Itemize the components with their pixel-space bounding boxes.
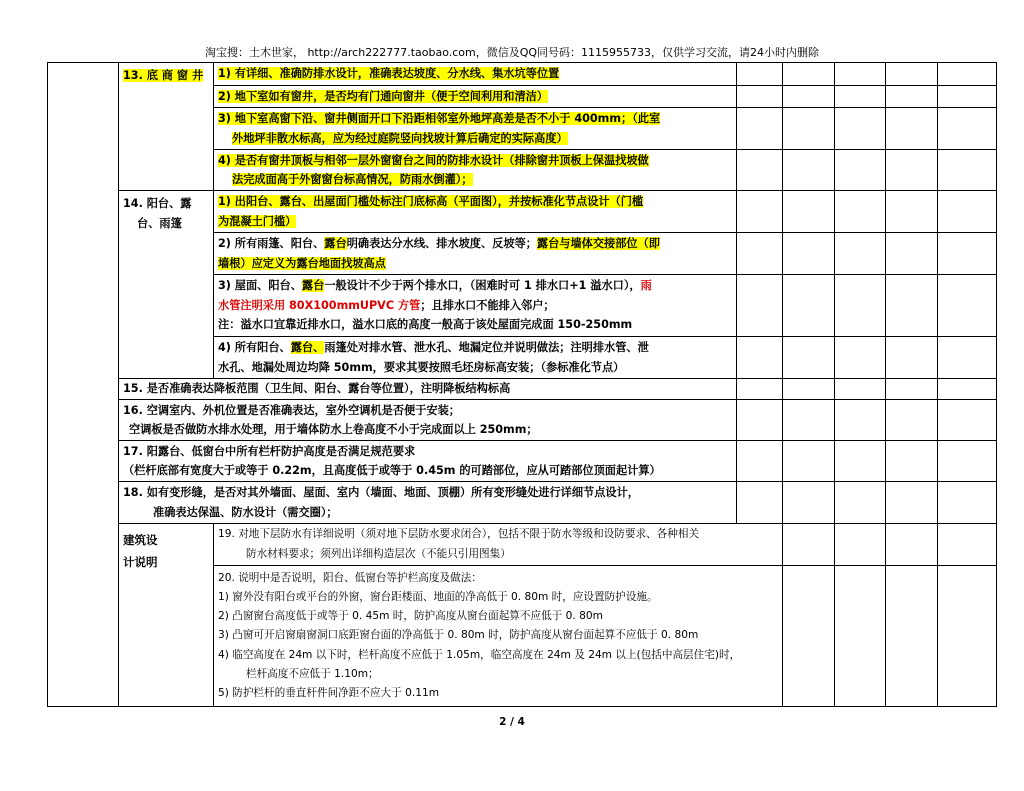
check-cell[interactable] <box>835 482 886 524</box>
item-text: 一般设计不少于两个排水口，（困难时可 1 排水口+1 溢水口）， <box>324 279 641 293</box>
section-title-text: 台、雨篷 <box>137 216 182 230</box>
item-text: 1) 有详细、准确防排水设计，准确表达坡度、分水线、集水坑等位置 <box>218 67 560 81</box>
check-cell[interactable] <box>886 441 938 482</box>
item-cell <box>214 233 737 275</box>
item-text: 为混凝土门槛） <box>218 214 297 228</box>
table-row <box>48 400 997 441</box>
check-cell[interactable] <box>737 379 783 400</box>
item-cell <box>214 191 737 233</box>
checklist-table <box>47 62 997 707</box>
check-cell[interactable] <box>886 524 938 566</box>
check-cell[interactable] <box>938 379 997 400</box>
check-cell[interactable] <box>886 337 938 379</box>
check-cell[interactable] <box>783 86 835 108</box>
table-row <box>48 482 997 524</box>
check-cell[interactable] <box>737 86 783 108</box>
check-cell[interactable] <box>783 379 835 400</box>
check-cell[interactable] <box>737 482 783 524</box>
check-cell[interactable] <box>783 63 835 86</box>
check-cell[interactable] <box>783 524 835 566</box>
check-cell[interactable] <box>938 150 997 191</box>
page-number: 2 / 4 <box>499 716 525 728</box>
category-cell-empty <box>48 63 119 707</box>
check-cell[interactable] <box>835 275 886 337</box>
check-cell[interactable] <box>938 337 997 379</box>
item-text: 准确表达保温、防水设计（需交圈）； <box>153 505 338 519</box>
check-cell[interactable] <box>938 524 997 566</box>
item-text-highlight: 露台 <box>324 237 347 250</box>
item-cell <box>119 441 737 482</box>
item-text: 防水材料要求；须列出详细构造层次（不能只引用图集） <box>246 547 511 560</box>
check-cell[interactable] <box>938 63 997 86</box>
item-cell <box>214 524 783 566</box>
check-cell[interactable] <box>886 63 938 86</box>
item-text: 4) 临空高度在 24m 以下时，栏杆高度不应低于 1.05m，临空高度在 24m 及 24m 以上(包括中高层住宅)时， <box>218 648 741 661</box>
item-cell <box>214 566 783 707</box>
check-cell[interactable] <box>737 191 783 233</box>
item-text: 5) 防护栏杆的垂直杆件间净距不应大于 0.11m <box>218 687 440 699</box>
check-cell[interactable] <box>835 191 886 233</box>
check-cell[interactable] <box>835 524 886 566</box>
item-text: 3) 屋面、阳台、 <box>218 279 302 293</box>
check-cell[interactable] <box>938 275 997 337</box>
check-cell[interactable] <box>737 233 783 275</box>
check-cell[interactable] <box>783 482 835 524</box>
item-text: 法完成面高于外窗窗台标高情况，防雨水倒灌）； <box>232 173 473 186</box>
item-text-red: 水管注明采用 80X100mmUPVC 方管 <box>218 298 421 312</box>
check-cell[interactable] <box>835 337 886 379</box>
section-title <box>119 191 214 379</box>
item-text: 1) 出阳台、露台、出屋面门槛处标注门底标高（平面图），并按标准化节点设计（门槛 <box>218 195 644 208</box>
item-cell <box>214 150 737 191</box>
item-cell <box>214 108 737 150</box>
item-text: 2) 所有雨篷、阳台、 <box>218 237 325 250</box>
check-cell[interactable] <box>886 275 938 337</box>
item-text: 3) 凸窗可开启窗扇窗洞口底距窗台面的净高低于 0. 80m 时，防护高度从窗台面起算不应低于 0. 80m <box>218 629 699 642</box>
item-text-highlight: 露台、 <box>290 341 325 354</box>
item-text-highlight: 露台 <box>301 279 325 293</box>
item-text: 雨篷处对排水管、泄水孔、地漏定位并说明做法；注明排水管、泄 <box>324 341 649 354</box>
check-cell[interactable] <box>783 400 835 441</box>
table-row <box>48 191 997 233</box>
check-cell[interactable] <box>886 400 938 441</box>
check-cell[interactable] <box>886 86 938 108</box>
item-note: 注：溢水口宜靠近排水口，溢水口底的高度一般高于该处屋面完成面 150-250mm <box>218 318 633 332</box>
check-cell[interactable] <box>737 150 783 191</box>
item-text: （栏杆底部有宽度大于或等于 0.22m，且高度低于或等于 0.45m 的可踏部位，应从可踏部位顶面起计算） <box>123 464 661 477</box>
check-cell[interactable] <box>938 86 997 108</box>
item-text-red: 雨 <box>640 279 652 293</box>
item-text: ；且排水口不能排入邻户； <box>420 298 555 312</box>
item-text: 4) 所有阳台、 <box>218 341 291 354</box>
table-row <box>48 379 997 400</box>
check-cell[interactable] <box>835 86 886 108</box>
item-text-highlight: 墙根）应定义为露台地面找坡高点 <box>218 256 386 270</box>
check-cell[interactable] <box>835 108 886 150</box>
item-text: 水孔、地漏处周边均降 50mm，要求其要按照毛坯房标高安装；（参标准化节点） <box>218 360 625 374</box>
item-cell: 15. 是否准确表达降板范围（卫生间、阳台、露台等位置），注明降板结构标高 <box>119 379 737 400</box>
item-text: 17. 阳露台、低窗台中所有栏杆防护高度是否满足规范要求 <box>123 444 416 458</box>
check-cell[interactable] <box>737 400 783 441</box>
item-text: 3) 地下室高窗下沿、窗井侧面开口下沿距相邻室外地坪高差是否不小于 400mm；（此室 <box>218 112 661 125</box>
check-cell[interactable] <box>737 337 783 379</box>
check-cell[interactable] <box>835 63 886 86</box>
item-text: 空调板是否做防水排水处理，用于墙体防水上卷高度不小于完成面以上 250mm； <box>129 423 538 436</box>
check-cell[interactable] <box>886 150 938 191</box>
check-cell[interactable] <box>886 191 938 233</box>
item-text: 18. 如有变形缝，是否对其外墙面、屋面、室内（墙面、地面、顶棚）所有变形缝处进行详细节点设计， <box>123 486 639 499</box>
check-cell[interactable] <box>938 482 997 524</box>
item-cell <box>119 400 737 441</box>
item-text: 2) 地下室如有窗井，是否均有门通向窗井（便于空间利用和清洁） <box>218 89 549 103</box>
check-cell[interactable] <box>835 150 886 191</box>
check-cell[interactable] <box>737 108 783 150</box>
item-text: 16. 空调室内、外机位置是否准确表达，室外空调机是否便于安装； <box>123 403 460 417</box>
item-cell <box>119 482 737 524</box>
item-cell <box>214 86 737 108</box>
item-text: 外地坪非散水标高，应为经过庭院竖向找坡计算后确定的实际高度） <box>232 131 568 145</box>
check-cell[interactable] <box>783 191 835 233</box>
check-cell[interactable] <box>886 566 938 707</box>
check-cell[interactable] <box>737 63 783 86</box>
check-cell[interactable] <box>783 150 835 191</box>
check-cell[interactable] <box>835 566 886 707</box>
check-cell[interactable] <box>886 108 938 150</box>
check-cell[interactable] <box>737 275 783 337</box>
check-cell[interactable] <box>835 400 886 441</box>
table-row <box>48 441 997 482</box>
item-text: 19. 对地下层防水有详细说明（须对地下层防水要求闭合），包括不限于防水等级和设防要求、各种相关 <box>218 528 700 541</box>
section-title-text: 14. 阳台、露 <box>123 197 192 210</box>
check-cell[interactable] <box>938 233 997 275</box>
check-cell[interactable] <box>938 108 997 150</box>
item-cell <box>214 337 737 379</box>
check-cell[interactable] <box>783 337 835 379</box>
check-cell[interactable] <box>835 379 886 400</box>
item-text: 明确表达分水线、排水坡度、反坡等； <box>346 237 537 250</box>
item-cell <box>214 275 737 337</box>
check-cell[interactable] <box>886 482 938 524</box>
item-text-highlight: 露台与墙体交接部位（即 <box>536 237 660 250</box>
check-cell[interactable] <box>783 108 835 150</box>
check-cell[interactable] <box>938 441 997 482</box>
category-cell <box>119 524 214 707</box>
check-cell[interactable] <box>737 441 783 482</box>
check-cell[interactable] <box>835 233 886 275</box>
item-text: 4) 是否有窗井顶板与相邻一层外窗窗台之间的防排水设计（排除窗井顶板上保温找坡做 <box>218 153 649 167</box>
item-text: 20. 说明中是否说明，阳台、低窗台等护栏高度及做法： <box>218 571 482 584</box>
item-text: 2) 凸窗窗台高度低于或等于 0. 45m 时，防护高度从窗台面起算不应低于 0. 80m <box>218 610 603 623</box>
check-cell[interactable] <box>886 379 938 400</box>
page-header-note: 淘宝搜：土木世家， http://arch222777.taobao.com，微信及QQ同号码：1115955733，仅供学习交流，请24小时内删除 <box>204 46 820 59</box>
item-text: 栏杆高度不应低于 1.10m； <box>246 667 379 680</box>
check-cell[interactable] <box>835 441 886 482</box>
check-cell[interactable] <box>783 275 835 337</box>
table-row <box>48 524 997 566</box>
item-cell <box>214 63 737 86</box>
table-row <box>48 63 997 86</box>
category-label: 建筑设计说明 <box>123 533 158 569</box>
check-cell[interactable] <box>938 566 997 707</box>
check-cell[interactable] <box>783 233 835 275</box>
section-title <box>119 63 214 191</box>
section-title-text: 13. 底 商 窗 井 <box>123 69 204 82</box>
check-cell[interactable] <box>938 400 997 441</box>
check-cell[interactable] <box>886 233 938 275</box>
check-cell[interactable] <box>938 191 997 233</box>
item-text: 1) 窗外没有阳台或平台的外窗，窗台距楼面、地面的净高低于 0. 80m 时，应设置防护设施。 <box>218 590 658 603</box>
check-cell[interactable] <box>783 441 835 482</box>
check-cell[interactable] <box>783 566 835 707</box>
